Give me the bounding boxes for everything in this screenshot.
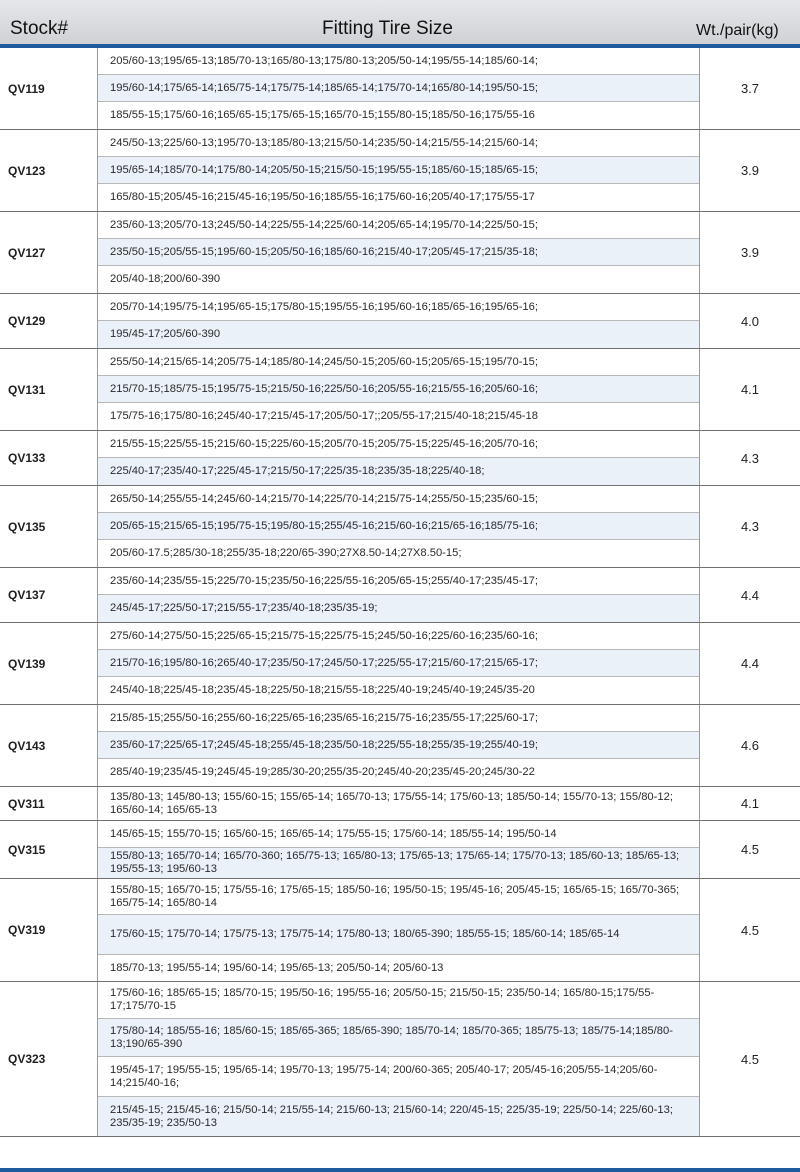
weight-per-pair: 3.9 — [740, 163, 760, 178]
table-row — [0, 705, 800, 787]
table-row — [0, 879, 800, 982]
size-line: 215/45-15; 215/45-16; 215/50-14; 215/55-14; 215/60-13; 215/60-14; 220/45-15; 225/35-19; 225/50-14; 225/60-13; 235/35-19; 235/50-13 — [98, 1097, 699, 1136]
fitting-size-list — [97, 821, 700, 878]
size-line: 235/50-15;205/55-15;195/60-15;205/50-16;185/60-16;215/40-17;205/45-17;215/35-18; — [98, 239, 699, 266]
fitting-size-list — [97, 294, 700, 348]
weight-per-pair: 4.5 — [740, 1051, 760, 1067]
size-line: 195/45-17; 195/55-15; 195/65-14; 195/70-13; 195/75-14; 200/60-365; 205/40-17; 205/45-16;205/55-14;205/60-14;215/40-16; — [98, 1057, 699, 1097]
size-line: 195/65-14;185/70-14;175/80-14;205/50-15;215/50-15;195/55-15;185/60-15;185/65-15; — [98, 157, 699, 184]
fitting-size-list — [97, 130, 700, 211]
fitting-size-list — [97, 623, 700, 704]
weight-per-pair: 4.4 — [740, 587, 760, 603]
table-row — [0, 431, 800, 486]
fitting-size-list — [97, 787, 700, 820]
weight-per-pair: 4.1 — [740, 382, 760, 397]
stock-number: QV143 — [8, 738, 46, 753]
size-line: 215/70-15;185/75-15;195/75-15;215/50-16;225/50-16;205/55-16;215/55-16;205/60-16; — [98, 376, 699, 403]
fitting-size-list — [97, 349, 700, 430]
size-line: 215/55-15;225/55-15;215/60-15;225/60-15;205/70-15;205/75-15;225/45-16;205/70-16; — [98, 431, 699, 458]
size-line: 255/50-14;215/65-14;205/75-14;185/80-14;245/50-15;205/60-15;205/65-15;195/70-15; — [98, 349, 699, 376]
fitting-size-list — [97, 705, 700, 786]
weight-per-pair: 3.9 — [740, 245, 760, 260]
weight-per-pair: 4.3 — [740, 450, 760, 466]
weight-per-pair: 4.0 — [740, 313, 760, 329]
weight-per-pair: 4.6 — [740, 738, 760, 753]
table-row — [0, 294, 800, 349]
size-line: 195/60-14;175/65-14;165/75-14;175/75-14;185/65-14;175/70-14;165/80-14;195/50-15; — [98, 75, 699, 102]
size-line: 225/40-17;235/40-17;225/45-17;215/50-17;225/35-18;235/35-18;225/40-18; — [98, 458, 699, 485]
fitting-size-column-header: Fitting Tire Size — [322, 18, 453, 39]
stock-number: QV127 — [8, 245, 46, 260]
table-row — [0, 486, 800, 568]
size-line: 265/50-14;255/55-14;245/60-14;215/70-14;225/70-14;215/75-14;255/50-15;235/60-15; — [98, 486, 699, 513]
stock-number: QV123 — [8, 163, 46, 178]
stock-number: QV119 — [8, 81, 45, 96]
size-line: 205/70-14;195/75-14;195/65-15;175/80-15;195/55-16;195/60-16;185/65-16;195/65-16; — [98, 294, 699, 321]
table-row — [0, 787, 800, 821]
stock-number: QV319 — [8, 923, 46, 937]
stock-number: QV135 — [8, 519, 46, 534]
weight-per-pair: 4.5 — [740, 842, 760, 857]
size-line: 175/60-15; 175/70-14; 175/75-13; 175/75-14; 175/80-13; 180/65-390; 185/55-15; 185/60-14; 185/65-14 — [98, 915, 699, 955]
table-row — [0, 821, 800, 879]
stock-number: QV129 — [8, 314, 46, 328]
table-row — [0, 982, 800, 1137]
fitting-size-list — [97, 431, 700, 485]
table-row — [0, 130, 800, 212]
fitting-size-list — [97, 879, 700, 981]
size-line: 205/40-18;200/60-390 — [110, 273, 221, 285]
size-line: 135/80-13; 145/80-13; 155/60-15; 155/65-14; 165/70-13; 175/55-14; 175/60-13; 185/50-14; 155/70-13; 155/80-12; 165/60-14; 165/65-13 — [110, 790, 673, 816]
footer-bar — [0, 1168, 800, 1172]
fitting-size-list — [97, 982, 700, 1136]
size-line: 205/60-17.5;285/30-18;255/35-18;220/65-390;27X8.50-14;27X8.50-15; — [110, 547, 462, 559]
size-line: 195/45-17;205/60-390 — [98, 321, 699, 348]
fitting-size-list — [97, 48, 700, 129]
size-line: 235/60-13;205/70-13;245/50-14;225/55-14;225/60-14;205/65-14;195/70-14;225/50-15; — [98, 212, 699, 239]
size-line: 175/60-16; 185/65-15; 185/70-15; 195/50-16; 195/55-16; 205/50-15; 215/50-15; 235/50-14; 165/80-15;175/55-17;175/70-15 — [98, 982, 699, 1019]
stock-number: QV139 — [8, 656, 46, 671]
size-line: 175/75-16;175/80-16;245/40-17;215/45-17;205/50-17;;205/55-17;215/40-18;215/45-18 — [110, 410, 538, 422]
stock-number: QV133 — [8, 451, 46, 465]
table-row — [0, 568, 800, 623]
size-line: 235/60-14;235/55-15;225/70-15;235/50-16;225/55-16;205/65-15;255/40-17;235/45-17; — [98, 568, 699, 595]
size-line: 215/70-16;195/80-16;265/40-17;235/50-17;245/50-17;225/55-17;215/60-17;215/65-17; — [98, 650, 699, 677]
fitting-size-list — [97, 568, 700, 622]
size-line: 275/60-14;275/50-15;225/65-15;215/75-15;225/75-15;245/50-16;225/60-16;235/60-16; — [98, 623, 699, 650]
fitting-size-list — [97, 212, 700, 293]
size-line: 235/60-17;225/65-17;245/45-18;255/45-18;235/50-18;225/55-18;255/35-19;255/40-19; — [98, 732, 699, 759]
size-line: 185/70-13; 195/55-14; 195/60-14; 195/65-13; 205/50-14; 205/60-13 — [110, 961, 444, 974]
size-line: 245/40-18;225/45-18;235/45-18;225/50-18;215/55-18;225/40-19;245/40-19;245/35-20 — [110, 684, 535, 696]
stock-number: QV323 — [8, 1052, 46, 1066]
stock-column-header: Stock# — [10, 18, 69, 39]
table-row — [0, 48, 800, 130]
size-line: 215/85-15;255/50-16;255/60-16;225/65-16;235/65-16;215/75-16;235/55-17;225/60-17; — [98, 705, 699, 732]
weight-column-header: Wt./pair(kg) — [696, 22, 779, 39]
weight-per-pair: 4.4 — [740, 656, 760, 671]
size-line: 155/80-15; 165/70-15; 175/55-16; 175/65-15; 185/50-16; 195/50-15; 195/45-16; 205/45-15; 165/65-15; 165/70-365; 165/75-14; 165/80-14 — [98, 879, 699, 915]
size-line: 205/60-13;195/65-13;185/70-13;165/80-13;175/80-13;205/50-14;195/55-14;185/60-14; — [98, 48, 699, 75]
table-row — [0, 212, 800, 294]
table-header — [0, 0, 800, 48]
stock-number: QV315 — [8, 842, 46, 857]
size-line: 245/50-13;225/60-13;195/70-13;185/80-13;215/50-14;235/50-14;215/55-14;215/60-14; — [98, 130, 699, 157]
size-line: 175/80-14; 185/55-16; 185/60-15; 185/65-365; 185/65-390; 185/70-14; 185/70-365; 185/75-13; 185/75-14;185/80-13;190/65-390 — [98, 1019, 699, 1057]
size-line: 165/80-15;205/45-16;215/45-16;195/50-16;185/55-16;175/60-16;205/40-17;175/55-17 — [110, 191, 535, 203]
table-row — [0, 623, 800, 705]
size-line: 285/40-19;235/45-19;245/45-19;285/30-20;255/35-20;245/40-20;235/45-20;245/30-22 — [110, 766, 535, 778]
weight-per-pair: 4.5 — [740, 922, 760, 938]
stock-number: QV137 — [8, 588, 46, 602]
stock-number: QV131 — [8, 382, 46, 397]
tire-size-table — [0, 48, 800, 1137]
table-row — [0, 349, 800, 431]
weight-per-pair: 4.1 — [740, 796, 760, 811]
size-line: 155/80-13; 165/70-14; 165/70-360; 165/75-13; 165/80-13; 175/65-13; 175/65-14; 175/70-13; 185/60-13; 185/65-13; 195/55-13; 195/60-13 — [98, 848, 699, 878]
fitting-size-list — [97, 486, 700, 567]
weight-per-pair: 4.3 — [740, 519, 760, 534]
size-line: 145/65-15; 155/70-15; 165/60-15; 165/65-14; 175/55-15; 175/60-14; 185/55-14; 195/50-14 — [98, 821, 699, 848]
size-line: 205/65-15;215/65-15;195/75-15;195/80-15;255/45-16;215/60-16;215/65-16;185/75-16; — [98, 513, 699, 540]
weight-per-pair: 3.7 — [740, 81, 760, 96]
size-line: 245/45-17;225/50-17;215/55-17;235/40-18;235/35-19; — [98, 595, 699, 622]
size-line: 185/55-15;175/60-16;165/65-15;175/65-15;165/70-15;155/80-15;185/50-16;175/55-16 — [110, 109, 535, 121]
stock-number: QV311 — [8, 796, 45, 811]
